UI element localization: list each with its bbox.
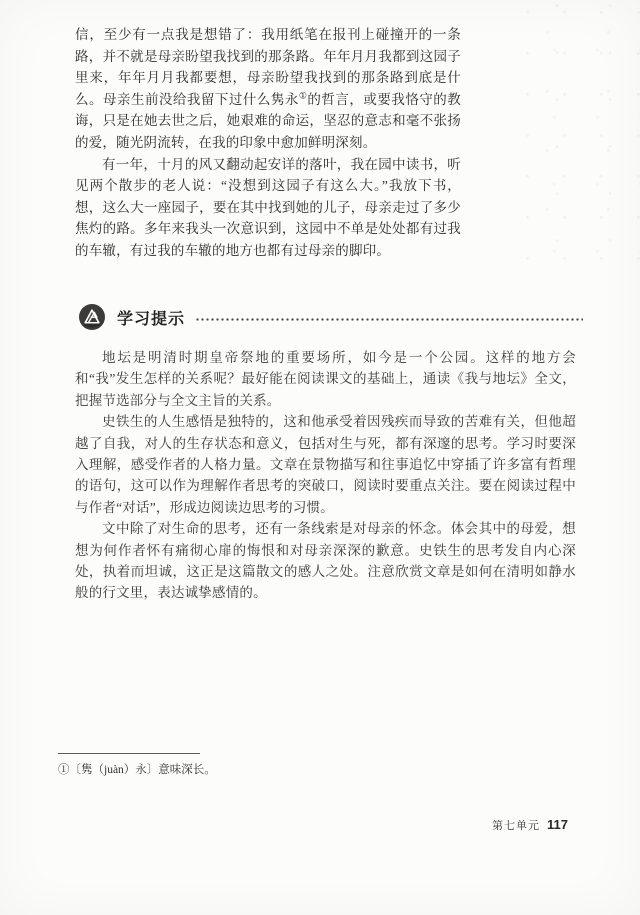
tips-paragraph-2: 史铁生的人生感悟是独特的，这和他承受着因残疾而导致的苦难有关，但他超越了自我，对人的生存状态和意义，包括对生与死，都有深邃的思考。学习时要深入理解，感受作者的人格力量。文章在景物描写和往事追忆中穿插了许多富有哲理的语句，这可以作为理解作者思考的突破口，阅读时要重点关注。要在阅读过程中与作者“对话”，形成边阅读边思考的习惯。	[75, 414, 576, 515]
section-heading: 学习提示	[117, 310, 186, 328]
footnote-text: ①〔隽（juàn）永〕意味深长。	[58, 764, 216, 776]
course-text-block	[75, 24, 461, 262]
paragraph-text: 信，至少有一点我是想错了：我用纸笔在报刊上碰撞开的一条路，并不就是母亲盼望我找到的那条路。年年月月我都到这园子里来，年年月月我都要想，母亲盼望我找到的那条路到底是什么。母亲生前没给我留下过什么隽永	[75, 27, 461, 107]
tips-paragraph-3: 文中除了对生命的思考，还有一条线索是对母亲的怀念。体会其中的母爱，想想为何作者怀有痛彻心扉的悔恨和对母亲深深的歉意。史铁生的思考发自内心深处，执着而坦诚，这正是这篇散文的感人之处。注意欣赏文章是如何在清明如静水般的行文里，表达诚挚感情的。	[75, 521, 576, 601]
paragraph-text: 的哲言，或要我恪守的教诲，只是在她去世之后，她艰难的命运，坚忍的意志和毫不张扬的爱，随光阴流转，在我的印象中愈加鲜明深刻。	[75, 91, 461, 150]
study-tips-header	[78, 303, 583, 331]
dotted-divider	[195, 318, 583, 321]
page-footer	[492, 817, 568, 833]
footnote-reference-mark: ①	[298, 90, 308, 101]
course-paragraph-2: 有一年，十月的风又翻动起安详的落叶，我在园中读书，听见两个散步的老人说：“没想到这园子有这么大。”我放下书，想，这么大一座园子，要在其中找到她的儿子，母亲走过了多少焦灼的路。多年来我头一次意识到，这园中不单是处处都有过我的车辙，有过我的车辙的地方也都有过母亲的脚印。	[75, 156, 461, 258]
page-number: 117	[547, 817, 568, 832]
course-paragraph-1	[75, 24, 461, 154]
footnote-divider	[58, 753, 200, 754]
tips-paragraph-1: 地坛是明清时期皇帝祭地的重要场所，如今是一个公园。这样的地方会和“我”发生怎样的关系呢？最好能在阅读课文的基础上，通读《我与地坛》全文，把握节选部分与全文主旨的关系。	[75, 350, 576, 408]
study-tips-logo-icon	[78, 303, 106, 331]
unit-label: 第七单元	[492, 820, 541, 832]
scan-noise-texture	[520, 0, 640, 260]
study-tips-body	[75, 347, 576, 604]
